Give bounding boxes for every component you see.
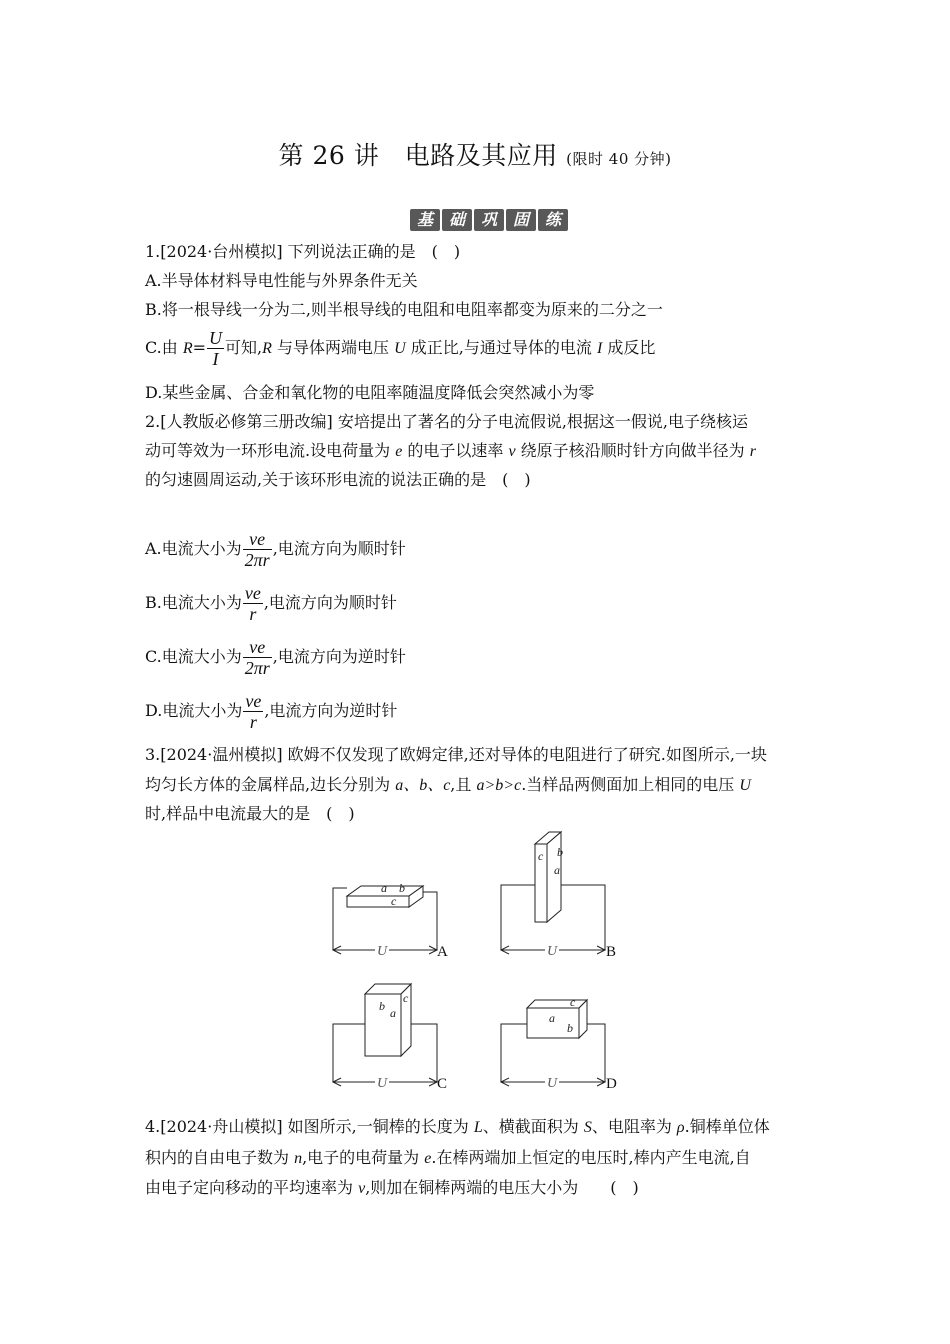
q2-option-a [145, 529, 406, 570]
text: ,电流方向为顺时针 [272, 539, 406, 558]
var-s: S [583, 1119, 592, 1136]
text: 积内的自由电子数为 [145, 1148, 295, 1167]
numerator: ve [243, 637, 272, 658]
q3-line2 [145, 775, 751, 796]
option-label-b: B [606, 944, 617, 960]
text: .铜棒单位体 [684, 1117, 770, 1136]
var-rho: ρ [676, 1119, 685, 1136]
voltage-label: U [547, 1076, 558, 1091]
q2-line3: 的匀速圆周运动,关于该环形电流的说法正确的是 ( ) [145, 470, 531, 489]
q1-option-b: B.将一根导线一分为二,则半根导线的电阻和电阻率都变为原来的二分之一 [145, 300, 663, 319]
var-e: e [395, 443, 403, 460]
voltage-label: U [377, 944, 388, 959]
var-abc: a、b、c [395, 777, 451, 794]
text: C.电流大小为 [145, 647, 242, 666]
edge-label-b: b [399, 881, 405, 895]
q4-line1 [145, 1117, 770, 1138]
badge-char: 固 [506, 209, 536, 231]
text: B.电流大小为 [145, 593, 242, 612]
var-u: U [739, 777, 751, 794]
q2-option-d [145, 691, 397, 732]
numerator: U [209, 328, 223, 348]
var-v: v [358, 1180, 366, 1197]
text: ,且 [450, 775, 477, 794]
text: .当样品两侧面加上相同的电压 [521, 775, 740, 794]
denominator: r [249, 604, 257, 624]
badge-char: 础 [442, 209, 472, 231]
edge-label-a: a [381, 881, 387, 895]
badge-char: 基 [410, 209, 440, 231]
option-label-a: A [437, 944, 448, 960]
edge-label-c: c [570, 995, 576, 1009]
fraction [243, 529, 272, 570]
edge-label-b: b [379, 999, 385, 1013]
var-r: r [749, 443, 757, 460]
text: 可知, [225, 338, 263, 357]
denominator: I [212, 349, 219, 369]
q1-stem: 1.[2024·台州模拟] 下列说法正确的是 ( ) [145, 242, 461, 261]
text: C.由 [145, 338, 183, 357]
equals: = [192, 338, 207, 357]
denominator: 2πr [244, 550, 270, 570]
page-title [0, 136, 950, 172]
sample-a [333, 881, 448, 960]
sample-b [501, 832, 616, 960]
time-limit: (限时 40 分钟) [566, 150, 672, 168]
var-n: n [294, 1150, 303, 1167]
q3-figure [325, 828, 625, 1098]
voltage-label: U [547, 944, 558, 959]
denominator: 2πr [244, 658, 270, 678]
var-l: L [473, 1119, 483, 1136]
q1-option-d: D.某些金属、合金和氧化物的电阻率随温度降低会突然减小为零 [145, 383, 595, 402]
q2-option-b [145, 583, 397, 624]
edge-label-a: a [549, 1011, 555, 1025]
text: 由电子定向移动的平均速率为 [145, 1178, 359, 1197]
text: ,电流方向为顺时针 [263, 593, 397, 612]
sample-c [333, 984, 447, 1092]
var-u: U [394, 340, 406, 357]
text: 绕原子核沿顺时针方向做半径为 [515, 441, 750, 460]
var-i: I [596, 340, 603, 357]
fraction-u-over-i [207, 328, 224, 369]
var-r: R [262, 340, 272, 357]
var-v: v [508, 443, 516, 460]
fraction [243, 583, 263, 624]
edge-label-c: c [403, 991, 409, 1005]
numerator: ve [245, 691, 262, 711]
text: 成正比,与通过导体的电流 [405, 338, 597, 357]
text: ,电流方向为逆时针 [264, 701, 398, 720]
lesson-title: 第 26 讲 电路及其应用 [278, 141, 558, 170]
text: D.电流大小为 [145, 701, 243, 720]
text: 成反比 [602, 338, 656, 357]
edge-label-c: c [538, 849, 544, 863]
section-badge [410, 209, 568, 231]
badge-char: 巩 [474, 209, 504, 231]
q3-line3: 时,样品中电流最大的是 ( ) [145, 804, 355, 823]
text: 、横截面积为 [482, 1117, 584, 1136]
inequality: a>b>c [476, 777, 522, 794]
q2-option-c [145, 637, 406, 678]
text: 4.[2024·舟山模拟] 如图所示,一铜棒的长度为 [145, 1117, 474, 1136]
text: ,则加在铜棒两端的电压大小为 ( ) [365, 1178, 639, 1197]
fraction [243, 637, 272, 678]
text: A.电流大小为 [145, 539, 242, 558]
text: .在棒两端加上恒定的电压时,棒内产生电流,自 [431, 1148, 751, 1167]
q1-option-c [145, 328, 655, 369]
option-label-c: C [437, 1076, 448, 1092]
q4-line3 [145, 1178, 639, 1199]
text: ,电子的电荷量为 [302, 1148, 425, 1167]
edge-label-b: b [557, 845, 563, 859]
q1-option-a: A.半导体材料导电性能与外界条件无关 [145, 271, 418, 290]
var-r: R [182, 340, 193, 357]
q4-line2 [145, 1148, 751, 1169]
text: 、电阻率为 [591, 1117, 677, 1136]
option-label-d: D [606, 1076, 617, 1092]
edge-label-a: a [554, 863, 560, 877]
q3-line1: 3.[2024·温州模拟] 欧姆不仅发现了欧姆定律,还对导体的电阻进行了研究.如图所示,一块 [145, 745, 767, 764]
text: ,电流方向为逆时针 [272, 647, 406, 666]
numerator: ve [244, 583, 261, 603]
numerator: ve [243, 529, 272, 550]
edge-label-b: b [567, 1021, 573, 1035]
fraction [243, 691, 263, 732]
edge-label-a: a [390, 1006, 396, 1020]
sample-d [501, 995, 617, 1092]
text: 动可等效为一环形电流.设电荷量为 [145, 441, 396, 460]
text: 的电子以速率 [402, 441, 509, 460]
q2-line2 [145, 441, 756, 462]
edge-label-c: c [391, 894, 397, 908]
text: 均匀长方体的金属样品,边长分别为 [145, 775, 396, 794]
voltage-label: U [377, 1076, 388, 1091]
badge-char: 练 [538, 209, 568, 231]
q2-line1: 2.[人教版必修第三册改编] 安培提出了著名的分子电流假说,根据这一假说,电子绕核运 [145, 412, 749, 431]
var-e: e [424, 1150, 432, 1167]
text: 与导体两端电压 [271, 338, 395, 357]
denominator: r [249, 712, 257, 732]
